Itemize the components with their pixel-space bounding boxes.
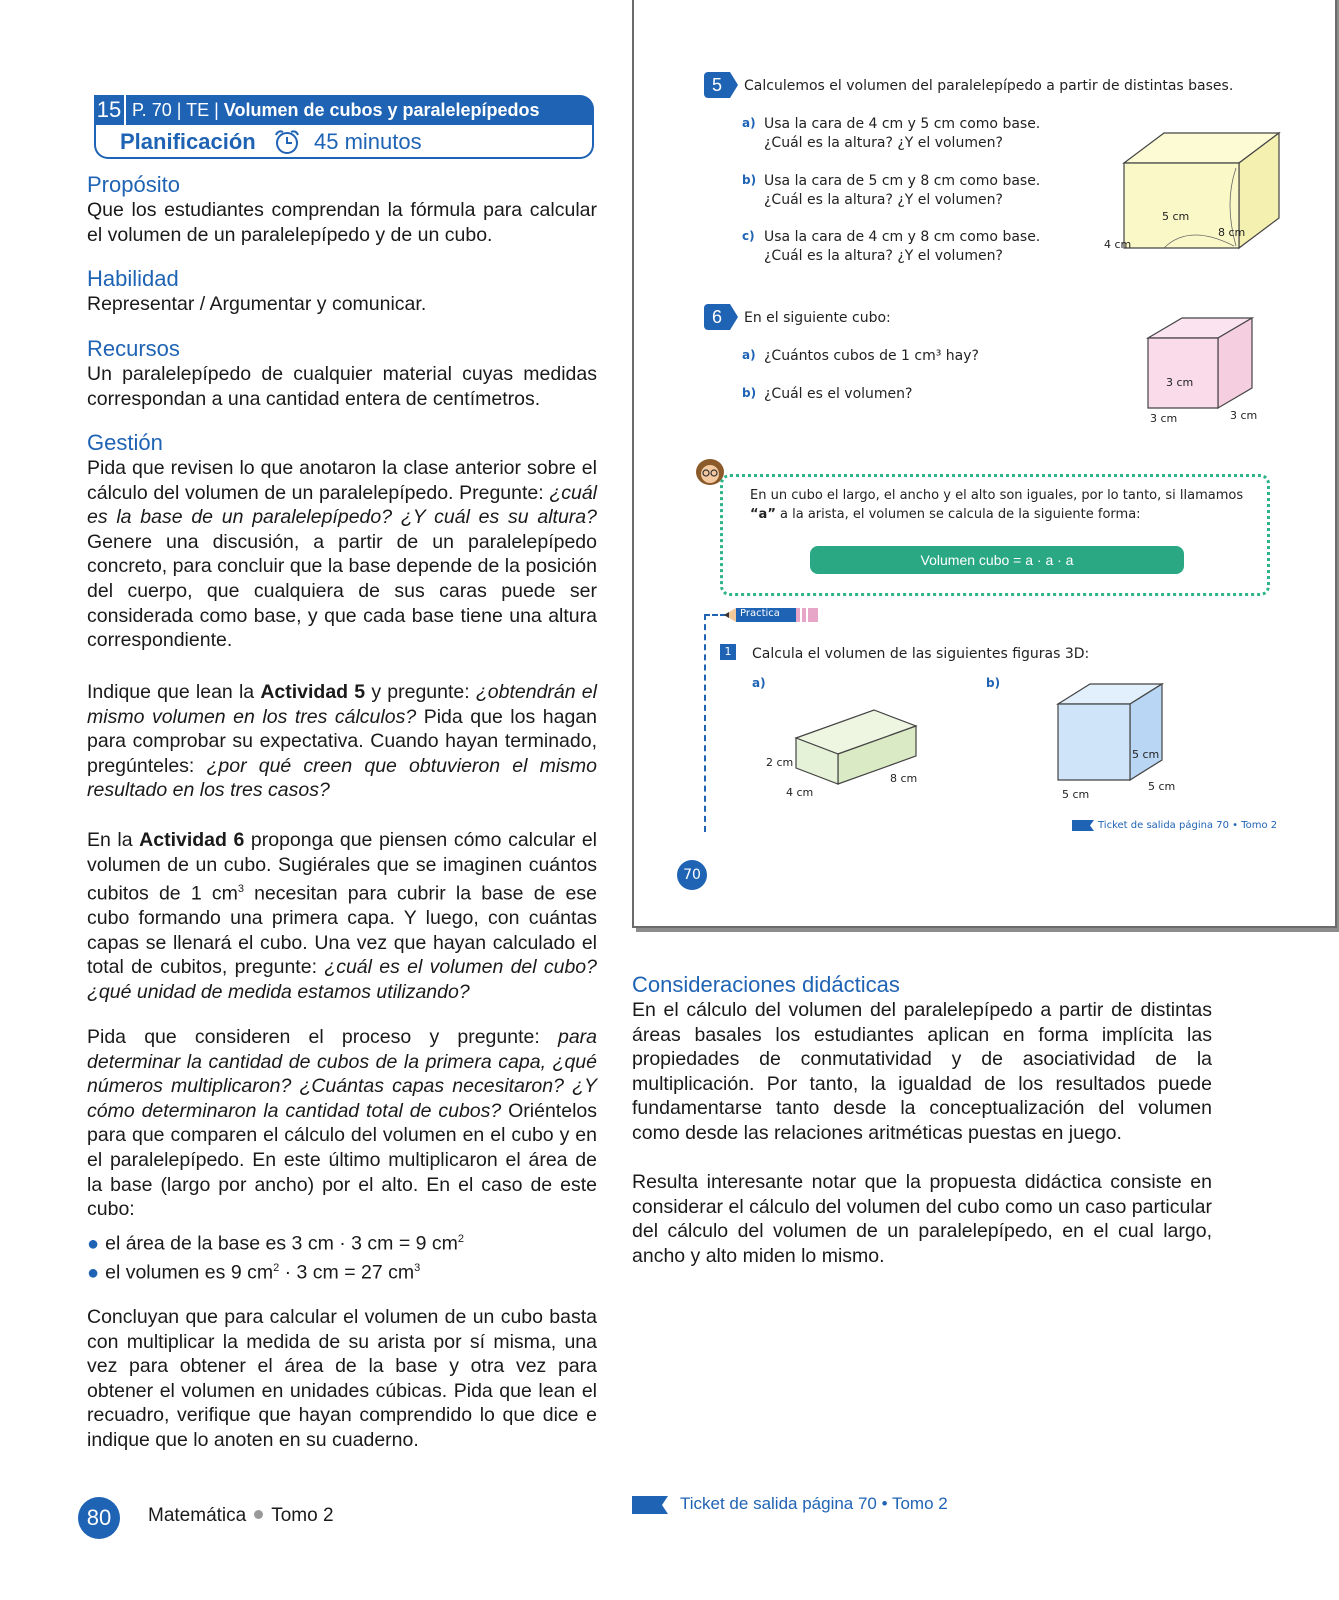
header-text: P. 70 | TE | Volumen de cubos y paralelepípedos: [132, 100, 540, 120]
te-label: TE: [186, 100, 210, 120]
lesson-title: Volumen de cubos y paralelepípedos: [223, 100, 540, 120]
bullet-icon: ●: [87, 1261, 100, 1284]
habilidad-text: Representar / Argumentar y comunicar.: [87, 293, 427, 315]
proposito-text: Que los estudiantes comprendan la fórmula para calcular el volumen de un paralelepípedo y de un cubo.: [87, 199, 597, 246]
ticket-small: Ticket de salida página 70 • Tomo 2: [1098, 820, 1278, 831]
gestion-paragraph-5: Concluyan que para calcular el volumen de un cubo basta con multiplicar la medida de su arista por sí misma, una vez para obtener el área de la base y otra vez para obtener el volumen en unidades cúbicas. Pida que lean el recuadro, verifique que hayan comprendido lo que dice e indique que lo anoten en su cuaderno.: [87, 1306, 597, 1451]
alarm-clock-icon: [272, 129, 302, 155]
student-page-number: 70: [677, 860, 707, 890]
recursos-text: Un paralelepípedo de cualquier material cuyas medidas correspondan a una cantidad entera de centímetros.: [87, 363, 597, 410]
gestion-paragraph-3: En la Actividad 6 proponga que piensen cómo calcular el volumen de un cubo. Sugiérales que se imaginen cuántos cubitos de 1 $cm^3$ necesitan para cubrir la base de ese cubo formando una primera capa. Y luego, con cuántas capas se llenará el cubo. Una vez que hayan calculado el total de cubitos, pregunte: ¿cuál es el volumen del cubo? ¿qué unidad de medida estamos utilizando?: [87, 829, 597, 1004]
recursos-title: Recursos: [87, 336, 180, 361]
consideraciones-paragraph-2: Resulta interesante notar que la propuesta didáctica consiste en considerar el cálculo del volumen del cubo como un caso particular del cálculo del volumen de un paralelepípedo, en el cual largo, ancho y alto miden lo mismo.: [632, 1171, 1212, 1267]
figure-b-cube: [1054, 682, 1174, 792]
duration: 45 minutos: [314, 129, 422, 154]
consideraciones-title: Consideraciones didácticas: [632, 972, 900, 997]
gestion-paragraph-1: Pida que revisen lo que anotaron la clase anterior sobre el cálculo del volumen de un paralelepípedo. Pregunte: ¿cuál es la base de un paralelepípedo? ¿Y cuál es su altura? Genere una discusión, a partir de un paralelepípedo concreto, para concluir que la base depende de la posición del cuerpo, que cualquiera de sus caras puede ser considerada como base, y que cada base tiene una altura correspondiente.: [87, 457, 597, 652]
gestion-paragraph-4: Pida que consideren el proceso y pregunte: para determinar la cantidad de cubos de la primera capa, ¿qué números multiplicaron? ¿Cuántas capas necesitaron? ¿Y cómo determinaron la cantidad total de cubos? Oriéntelos para que comparen el cálculo del volumen en el cubo y en el paralelepípedo. En este último multiplicaron el área de la base (largo por ancho) por el alto. En el caso de este cubo:: [87, 1026, 597, 1221]
habilidad-title: Habilidad: [87, 266, 179, 291]
note-line-2: “a” a la arista, el volumen se calcula de la siguiente forma:: [750, 507, 1141, 522]
header-bar: [94, 95, 594, 125]
practice-dashed-line: [704, 614, 708, 832]
proposito-title: Propósito: [87, 172, 180, 197]
formula-bar: Volumen cubo = a · a · a: [810, 546, 1184, 574]
ticket-icon: [1072, 820, 1094, 831]
student-page-thumbnail: 5 Calculemos el volumen del paralelepípedo a partir de distintas bases. a) Usa la cara de 4 cm y 5 cm como base. ¿Cuál es la altura? ¿Y el volumen? b) Usa la cara de 5 cm y 8 cm como base. ¿Cuál es la altura? ¿Y el volumen? c) Usa la cara de 4 cm y 8 cm como base. ¿Cuál es la altura? ¿Y el volumen? 5 cm 8 cm 4 cm 6 En el siguiente cubo: a) ¿Cuántos cubos de 1 cm³ hay? b) ¿Cuál es el volumen? 3 cm 3 cm 3 cm En un cubo el largo, el ancho y el alto son iguales, por lo tanto, si llamamos “a” a la arista, el volumen se calcula de la siguiente forma: Volumen cubo = a · a · a Practica 1 Calcula el volumen de las siguientes figuras 3D: a) b) 2 cm 4 cm 8 cm 5 cm 5 cm 5 cm Ticket de salida página 70 • Tomo 2 70: [632, 0, 1337, 928]
bullet-item: ● el área de la base es 3 cm · 3 cm = 9 $cm^2$: [87, 1232, 464, 1255]
activity-5-text: Calculemos el volumen del paralelepípedo a partir de distintas bases.: [744, 78, 1234, 94]
page-ref: P. 70: [132, 100, 172, 120]
page-number: 80: [78, 1497, 120, 1539]
paralelepipedo-figure: [1104, 128, 1304, 258]
ticket-icon: [632, 1496, 668, 1514]
cube-figure: [1134, 313, 1264, 423]
exercise-1-text: Calcula el volumen de las siguientes figuras 3D:: [752, 646, 1090, 662]
gestion-title: Gestión: [87, 430, 163, 455]
activity-5-badge: 5: [704, 72, 730, 98]
planning-row: [94, 125, 594, 159]
activity-6-badge: 6: [704, 304, 730, 330]
activity-6-text: En el siguiente cubo:: [744, 310, 891, 326]
ticket-link: Ticket de salida página 70 • Tomo 2: [632, 1494, 948, 1514]
consideraciones-paragraph-1: En el cálculo del volumen del paralelepípedo a partir de distintas áreas basales los estudiantes aplican en forma implícita las propiedades de conmutatividad y de asociatividad de la multiplicación. Por tanto, la igualdad de los resultados puede fundamentarse tanto desde la conceptualización del volumen como desde las relaciones aritméticas puestas en juego.: [632, 999, 1212, 1144]
separator-dot: [254, 1510, 263, 1519]
planning-label: Planificación: [120, 129, 256, 154]
exercise-1-badge: 1: [720, 644, 736, 660]
lesson-header: [94, 95, 594, 161]
bullet-icon: ●: [87, 1232, 100, 1255]
footer-text: Matemática Tomo 2: [148, 1505, 334, 1526]
practice-label: Practica: [740, 608, 780, 619]
lesson-number: 15: [94, 95, 126, 125]
bullet-item: ● el volumen es 9 $cm^2 \cdot 3$ cm = 27 $cm^3$: [87, 1261, 421, 1284]
note-line-1: En un cubo el largo, el ancho y el alto son iguales, por lo tanto, si llamamos: [750, 488, 1244, 503]
gestion-paragraph-2: Indique que lean la Actividad 5 y pregunte: ¿obtendrán el mismo volumen en los tres cálculos? Pida que los hagan para comprobar su expectativa. Cuando hayan terminado, pregúnteles: ¿por qué creen que obtuvieron el mismo resultado en los tres casos?: [87, 681, 597, 802]
